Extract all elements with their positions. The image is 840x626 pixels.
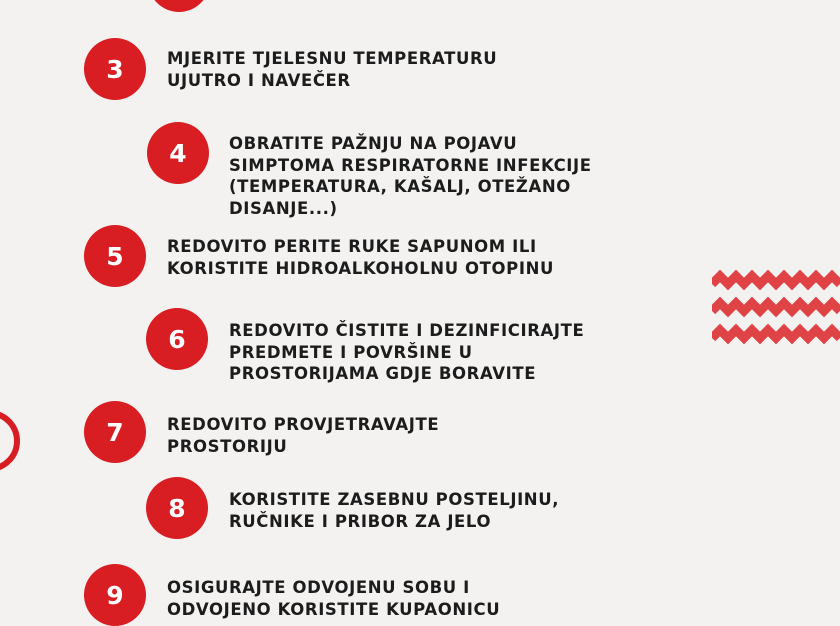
step-4-circle: 4 [147, 122, 209, 184]
step-9-text: OSIGURAJTE ODVOJENU SOBU I ODVOJENO KORISTITE KUPAONICU [167, 578, 501, 619]
step-3-text: MJERITE TJELESNU TEMPERATURU UJUTRO I NAVEČER [167, 49, 498, 90]
step-9-circle: 9 [84, 564, 146, 626]
step-5-circle: 5 [84, 225, 146, 287]
step-number-circle [148, 0, 210, 12]
step-7-circle: 7 [84, 401, 146, 463]
step-3-circle: 3 [84, 38, 146, 100]
step-5-text: REDOVITO PERITE RUKE SAPUNOM ILI KORISTITE HIDROALKOHOLNU OTOPINU [167, 237, 555, 278]
step-8-circle: 8 [146, 477, 208, 539]
step-7-text: REDOVITO PROVJETRAVAJTE PROSTORIJU [167, 415, 440, 456]
step-6-text: REDOVITO ČISTITE I DEZINFICIRAJTE PREDMETE I POVRŠINE U PROSTORIJAMA GDJE BORAVITE [229, 321, 585, 383]
decorative-ring-icon [0, 410, 20, 472]
step-6-circle: 6 [146, 308, 208, 370]
step-8-text: KORISTITE ZASEBNU POSTELJINU, RUČNIKE I PRIBOR ZA JELO [229, 490, 560, 531]
step-4-text: OBRATITE PAŽNJU NA POJAVU SIMPTOMA RESPIRATORNE INFEKCIJE (TEMPERATURA, KAŠALJ, OTEŽANO DISANJE...) [229, 134, 592, 218]
zigzag-decoration-icon [712, 264, 840, 354]
